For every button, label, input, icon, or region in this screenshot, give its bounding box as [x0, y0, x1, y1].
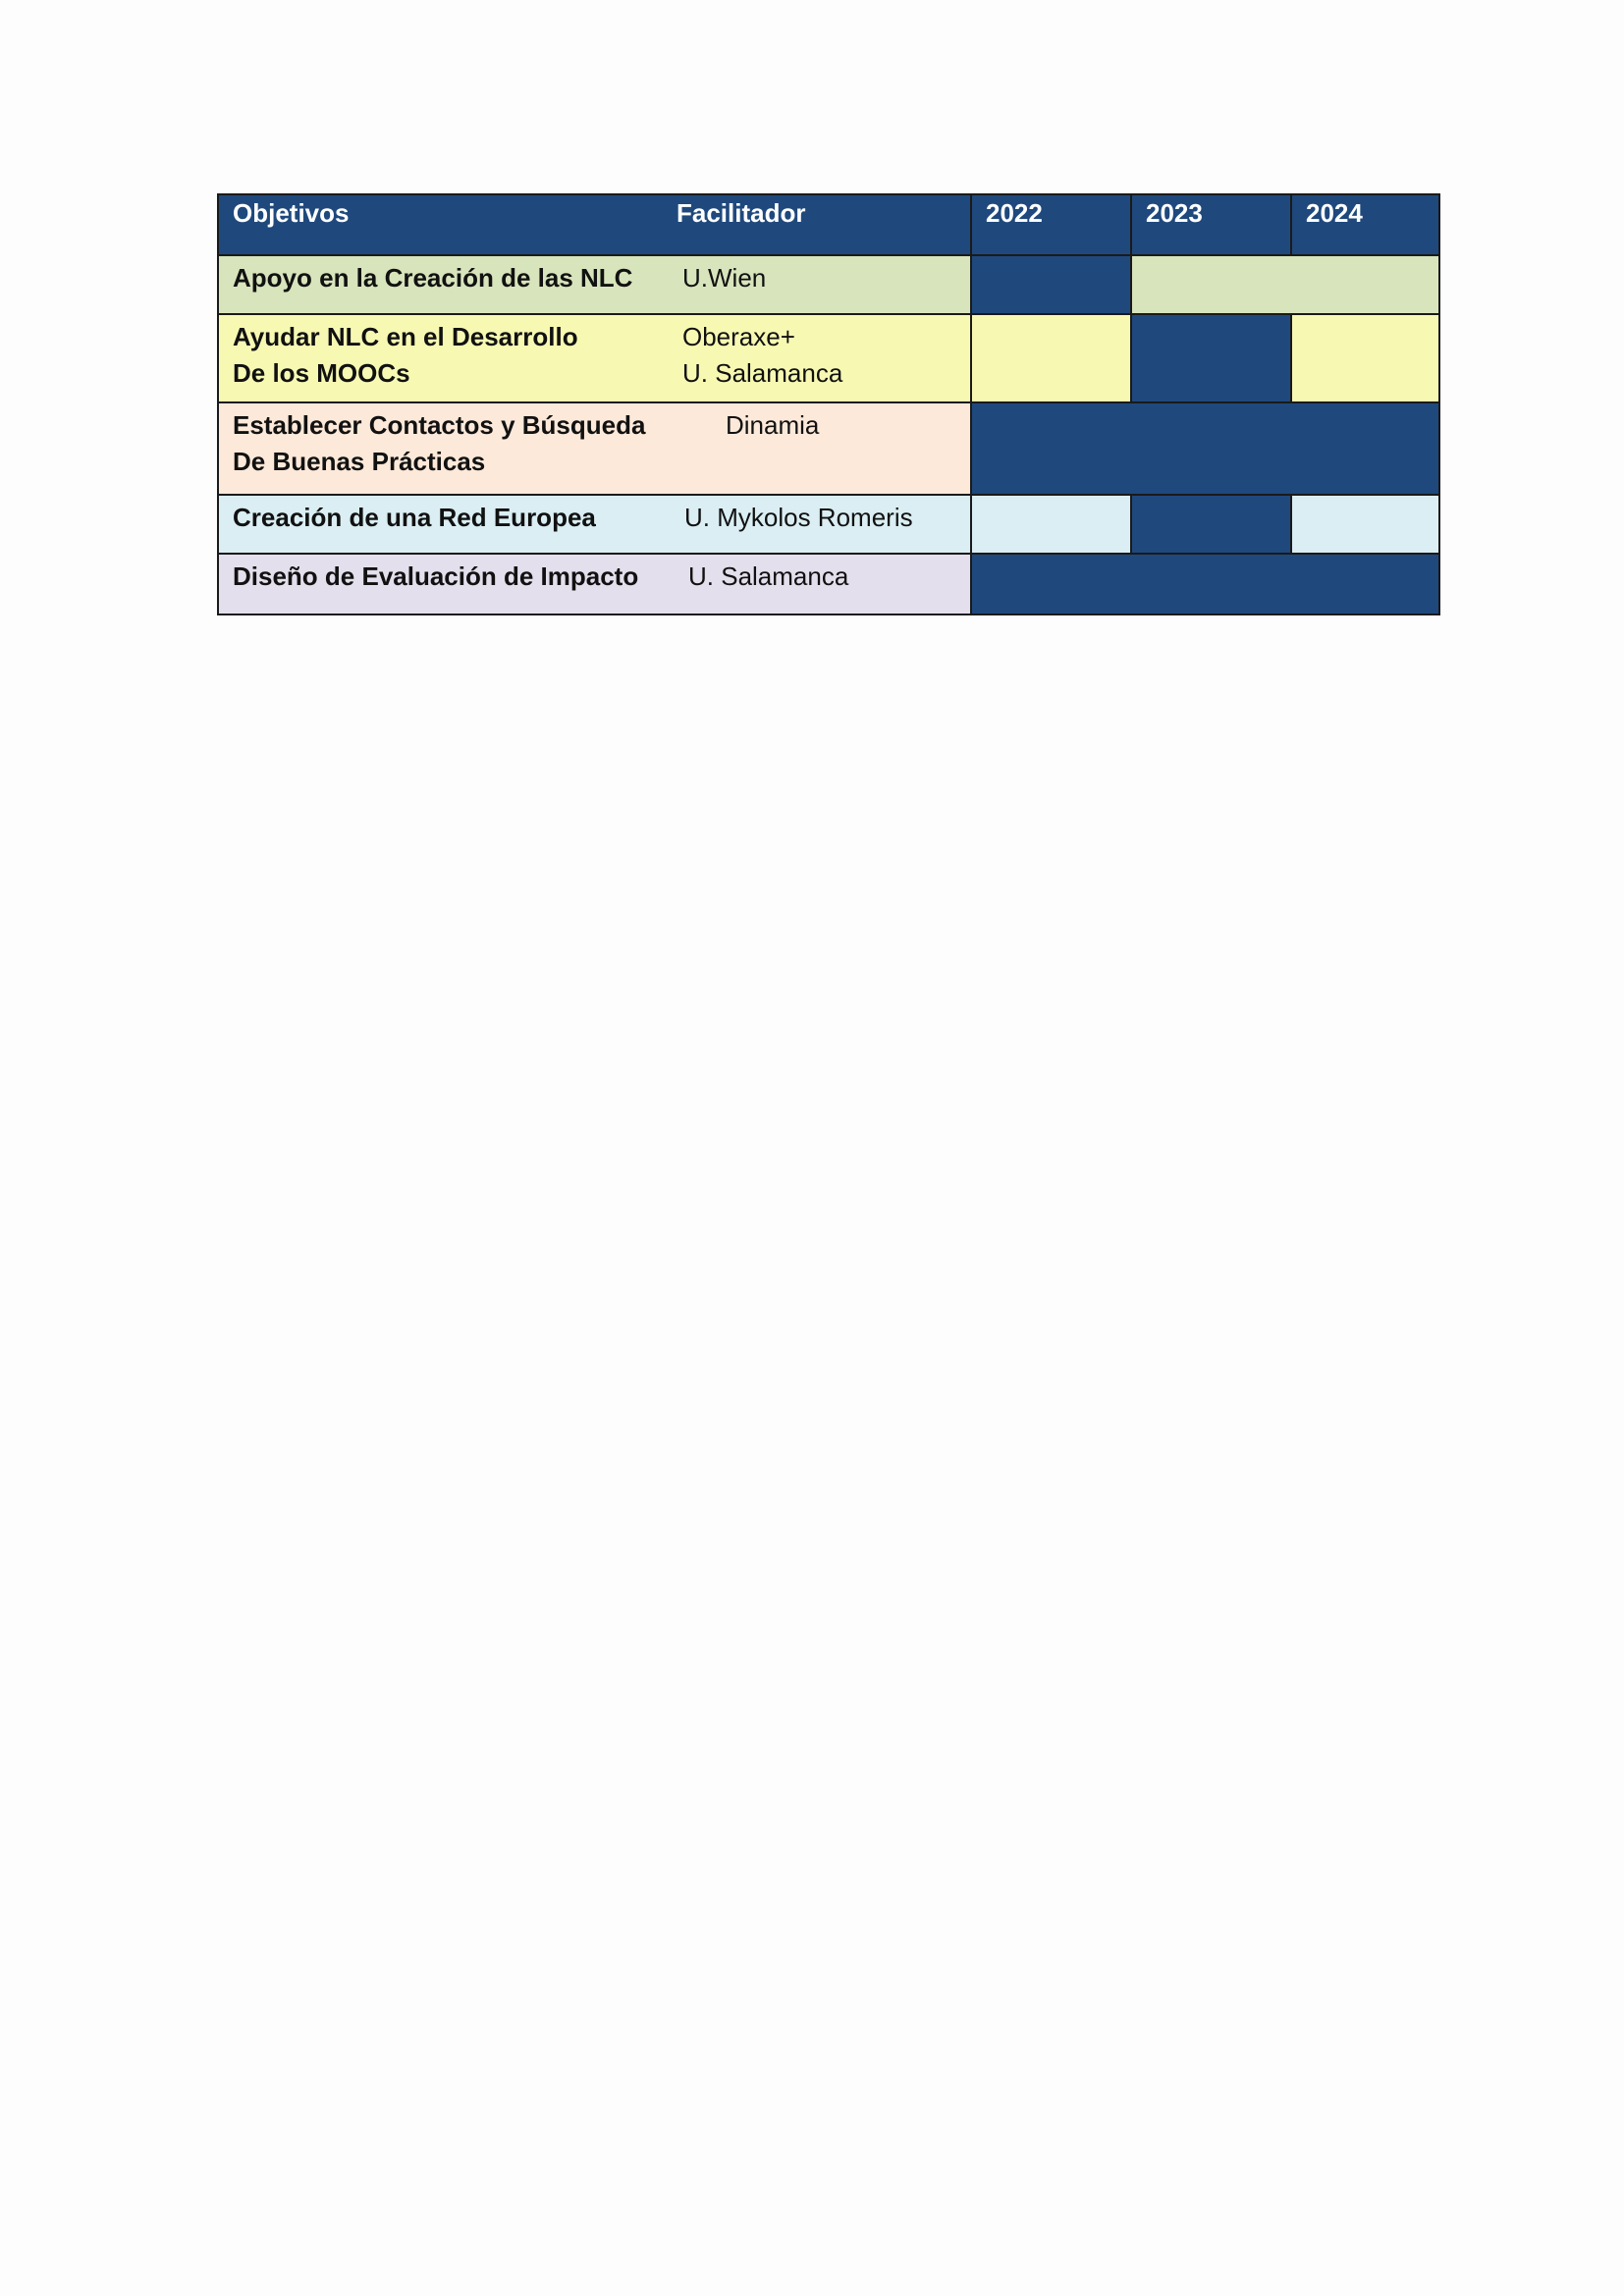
objective-cell — [218, 402, 971, 495]
period-2024-inactive — [1291, 314, 1439, 402]
header-facilitador: Facilitador — [677, 198, 806, 228]
period-2023-active — [1131, 495, 1291, 554]
facilitator-text: U. Mykolos Romeris — [684, 503, 913, 532]
objective-text: Establecer Contactos y Búsqueda De Buenas Prácticas — [233, 410, 646, 476]
header-year-2024: 2024 — [1291, 194, 1439, 255]
facilitator-text: Oberaxe+ U. Salamanca — [682, 322, 843, 388]
table-row — [218, 314, 1439, 402]
facilitator-text: Dinamia — [726, 410, 820, 440]
objective-cell — [218, 495, 971, 554]
objective-text: Creación de una Red Europea — [233, 503, 596, 532]
facilitator-text: U. Salamanca — [688, 561, 849, 591]
table-row — [218, 255, 1439, 314]
period-2022-inactive — [971, 495, 1131, 554]
period-2023-active — [1131, 314, 1291, 402]
period-2024-inactive — [1291, 495, 1439, 554]
header-objetivos: Objetivos — [233, 198, 350, 228]
period-2022-2024-active — [971, 402, 1439, 495]
header-year-2023: 2023 — [1131, 194, 1291, 255]
objective-cell — [218, 314, 971, 402]
objectives-timeline-table — [217, 193, 1440, 615]
objective-text: Apoyo en la Creación de las NLC — [233, 263, 633, 293]
period-2022-2024-active — [971, 554, 1439, 614]
objective-cell — [218, 255, 971, 314]
objective-text: Ayudar NLC en el Desarrollo De los MOOCs — [233, 322, 578, 388]
header-objectives-facilitator — [218, 194, 971, 255]
period-2022-inactive — [971, 314, 1131, 402]
table-row — [218, 402, 1439, 495]
header-year-2022: 2022 — [971, 194, 1131, 255]
objective-cell — [218, 554, 971, 614]
table-row — [218, 495, 1439, 554]
facilitator-text: U.Wien — [682, 263, 767, 293]
header-row — [218, 194, 1439, 255]
period-2022-active — [971, 255, 1131, 314]
period-2023-2024-inactive — [1131, 255, 1439, 314]
table-row — [218, 554, 1439, 614]
objective-text: Diseño de Evaluación de Impacto — [233, 561, 639, 591]
